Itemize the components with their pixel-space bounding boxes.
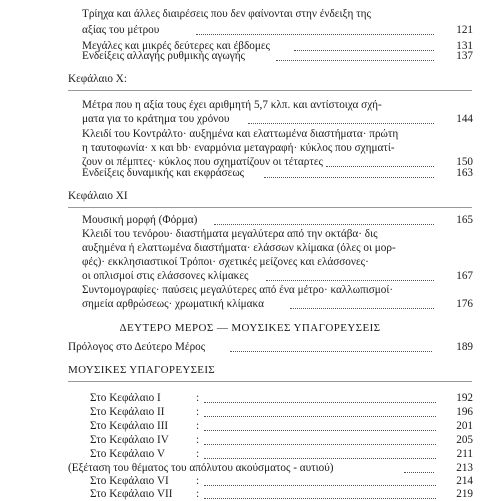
section-rule (68, 381, 472, 382)
toc-page-number: 189 (456, 341, 473, 353)
toc-entry-text: Πρόλογος στο Δεύτερο Μέρος (68, 341, 206, 353)
toc-entry-text: ζουν οι πέμπτες· κύκλος που σχηματίζουν οι τέταρτες (82, 156, 323, 168)
toc-entry-text: Μεγάλες και μικρές δεύτερες και έβδομες (82, 40, 270, 52)
toc-entry-text: Στο Κεφάλαιο ΙΙ (90, 406, 165, 418)
toc-page-number: 131 (456, 40, 473, 52)
dot-leader (294, 50, 434, 51)
toc-entry-text: η ταυτοφωνία· x και bb· εναρμόνια μεταγραφή· κύκλος που σχηματί- (82, 142, 395, 154)
toc-page-number: 213 (456, 462, 473, 474)
dot-leader (196, 34, 434, 35)
toc-page-number: 137 (456, 50, 473, 62)
dot-leader (404, 472, 434, 473)
toc-note: (Εξέταση του θέματος του απόλυτου ακούσματος - αυτιού) (68, 462, 334, 474)
toc-entry-text: Κλειδί του τενόρου· διαστήματα μεγαλύτερα από την οκτάβα· δις (82, 228, 378, 240)
dot-leader (290, 308, 434, 309)
toc-entry-text: Μουσική μορφή (Φόρμα) (82, 214, 198, 226)
dot-leader (326, 166, 434, 167)
dot-leader (266, 280, 434, 281)
toc-entry-text: σημεία αρθρώσεως· χρωματική κλίμακα (82, 298, 264, 310)
toc-entry-text: αυξημένα ή ελαττωμένα διαστήματα· ελάσσων κλίμακα (όλες οι μορ- (82, 242, 396, 254)
colon-separator: : (196, 488, 200, 500)
toc-page-number: 205 (456, 434, 473, 446)
section-rule (68, 90, 472, 91)
toc-entry-text: αξίας του μέτρου (82, 24, 160, 36)
toc-entry-text: Στο Κεφάλαιο Ι (90, 392, 161, 404)
dot-leader (264, 177, 434, 178)
colon-separator: : (196, 475, 200, 487)
toc-entry-text: Κλειδί του Κοντράλτο· αυξημένα και ελαττωμένα διαστήματα· πρώτη (82, 128, 399, 140)
chapter-heading: Κεφάλαιο ΧΙ (68, 190, 128, 202)
dot-leader (276, 60, 434, 61)
toc-entry-text: Μέτρα που η αξία τους έχει αριθμητή 5,7 κλπ. και αντίστοιχα σχή- (82, 99, 382, 111)
dot-leader (214, 224, 434, 225)
toc-entry-text: Στο Κεφάλαιο V (90, 448, 166, 460)
colon-separator: : (196, 434, 200, 446)
chapter-heading: Κεφάλαιο Χ: (68, 73, 127, 85)
toc-page-number: 214 (456, 475, 473, 487)
toc-entry-text: Ενδείξεις αλλαγής ρυθμικής αγωγής (82, 50, 245, 62)
section-rule (68, 207, 472, 208)
toc-page-number: 196 (456, 406, 473, 418)
toc-page-number: 211 (456, 448, 473, 460)
toc-entry-text: Στο Κεφάλαιο ΙV (90, 434, 169, 446)
toc-page-number: 201 (456, 420, 473, 432)
toc-entry-text: Συντομογραφίες· παύσεις μεγαλύτερες από ένα μέτρο· καλλωπισμοί· (82, 284, 394, 296)
toc-page-number: 121 (456, 24, 473, 36)
toc-entry-text: Στο Κεφάλαιο VΙ (90, 475, 169, 487)
colon-separator: : (196, 420, 200, 432)
dot-leader (204, 444, 436, 445)
toc-page-number: 144 (456, 113, 473, 125)
toc-entry-text: οι οπλισμοί στις ελάσσονες κλίμακες (82, 270, 249, 282)
colon-separator: : (196, 448, 200, 460)
toc-entry-text: Ενδείξεις δυναμικής και εκφράσεως (82, 167, 245, 179)
dot-leader (204, 402, 436, 403)
toc-entry-text: Τρίηχα και άλλες διαιρέσεις που δεν φαίνονται στην ένδειξη της (82, 8, 371, 20)
dot-leader (204, 458, 436, 459)
toc-page-number: 163 (456, 167, 473, 179)
toc-page-number: 150 (456, 156, 473, 168)
colon-separator: : (196, 406, 200, 418)
dot-leader (204, 430, 436, 431)
section-heading: ΜΟΥΣΙΚΕΣ ΥΠΑΓΟΡΕΥΣΕΙΣ (68, 364, 215, 376)
dot-leader (230, 351, 432, 352)
toc-page-number: 167 (456, 270, 473, 282)
dot-leader (204, 416, 436, 417)
colon-separator: : (196, 392, 200, 404)
toc-entry-text: Στο Κεφάλαιο ΙΙΙ (90, 420, 169, 432)
toc-entry-text: ματα για το κράτημα του χρόνου (82, 113, 230, 125)
dot-leader (204, 485, 436, 486)
toc-page-number: 192 (456, 392, 473, 404)
part-heading: ΔΕΥΤΕΡΟ ΜΕΡΟΣ — ΜΟΥΣΙΚΕΣ ΥΠΑΓΟΡΕΥΣΕΙΣ (119, 322, 381, 334)
dot-leader (248, 123, 434, 124)
toc-page-number: 176 (456, 298, 473, 310)
toc-page-number: 219 (456, 488, 473, 500)
dot-leader (204, 498, 436, 499)
toc-entry-text: φές)· εκκλησιαστικοί Τρόποι· σχετικές μείζονες και ελάσσονες· (82, 256, 369, 268)
toc-page-number: 165 (456, 214, 473, 226)
toc-entry-text: Στο Κεφάλαιο VΙΙ (90, 488, 173, 500)
